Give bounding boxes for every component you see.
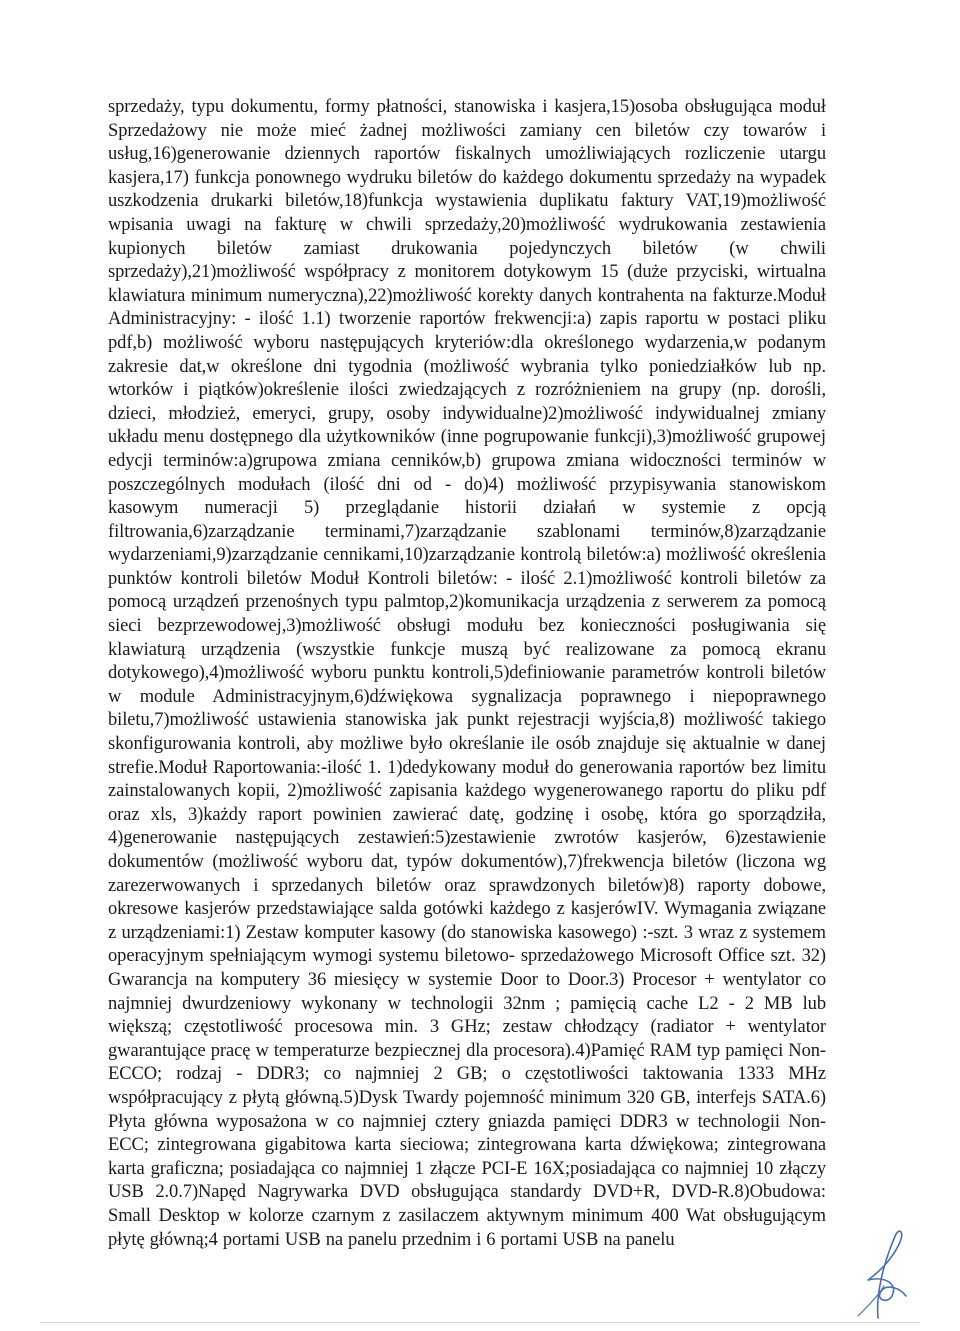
handwritten-signature [838,1226,910,1324]
body-paragraph: sprzedaży, typu dokumentu, formy płatności, stanowiska i kasjera,15)osoba obsługująca moduł Sprzedażowy nie może mieć żadnej możliwości zamiany cen biletów czy towarów i usług,16)generowanie dziennych raportów fiskalnych umożliwiających rozliczenie utargu kasjera,17) funkcja ponownego wydruku biletów do każdego dokumentu sprzedaży na wypadek uszkodzenia drukarki biletów,18)funkcja wystawienia duplikatu faktury VAT,19)możliwość wpisania uwagi na fakturę w chwili sprzedaży,20)możliwość wydrukowania zestawienia kupionych biletów zamiast drukowania pojedynczych biletów (w chwili sprzedaży),21)możliwość współpracy z monitorem dotykowym 15 (duże przyciski, wirtualna klawiatura minimum numeryczna),22)możliwość korekty danych kontrahenta na fakturze.Moduł Administracyjny: - ilość 1.1) tworzenie raportów frekwencji:a) zapis raportu w postaci pliku pdf,b) możliwość wyboru następujących kryteriów:dla określonego wydarzenia,w podanym zakresie dat,w określone dni tygodnia (możliwość wybrania tylko poniedziałków lub np. wtorków i piątków)określenie ilości zwiedzających z rozróżnieniem na grupy (np. dorośli, dzieci, młodzież, emeryci, grupy, osoby indywidualne)2)możliwość indywidualnej zmiany układu menu dostępnego dla użytkowników (inne pogrupowanie funkcji),3)możliwość grupowej edycji terminów:a)grupowa zmiana cenników,b) grupowa zmiana widoczności terminów w poszczególnych modułach (ilość dni od - do)4) możliwość przypisywania stanowiskom kasowym numeracji 5) przeglądanie historii działań w systemie z opcją filtrowania,6)zarządzanie terminami,7)zarządzanie szablonami terminów,8)zarządzanie wydarzeniami,9)zarządzanie cennikami,10)zarządzanie kontrolą biletów:a) możliwość określenia punktów kontroli biletów Moduł Kontroli biletów: - ilość 2.1)możliwość kontroli biletów za pomocą urządzeń przenośnych typu palmtop,2)komunikacja urządzenia z serwerem za pomocą sieci bezprzewodowej,3)możliwość obsługi modułu bez konieczności posługiwania się klawiaturą urządzenia (wszystkie funkcje muszą być realizowane za pomocą ekranu dotykowego),4)możliwość wyboru punktu kontroli,5)definiowanie parametrów kontroli biletów w module Administracyjnym,6)dźwiękowa sygnalizacja poprawnego i niepoprawnego biletu,7)możliwość ustawienia stanowiska jak punkt rejestracji wyjścia,8) możliwość takiego skonfigurowania kontroli, aby możliwe było określanie ile osób znajduje się aktualnie w danej strefie.Moduł Raportowania:-ilość 1. 1)dedykowany moduł do generowania raportów bez limitu zainstalowanych kopii, 2)możliwość zapisania każdego wygenerowanego raportu do pliku pdf oraz xls, 3)każdy raport powinien zawierać datę, godzinę i osobę, która go sporządziła, 4)generowanie następujących zestawień:5)zestawienie zwrotów kasjerów, 6)zestawienie dokumentów (możliwość wyboru dat, typów dokumentów),7)frekwencja biletów (liczona wg zarezerwowanych i sprzedanych biletów oraz sprawdzonych biletów)8) raporty dobowe, okresowe kasjerów przedstawiające salda gotówki każdego z kasjerówIV. Wymagania związane z urządzeniami:1) Zestaw komputer kasowy (do stanowiska kasowego) :-szt. 3 wraz z systemem operacyjnym spełniającym wymogi systemu biletowo- sprzedażowego Microsoft Office szt. 32) Gwarancja na komputery 36 miesięcy w systemie Door to Door.3) Procesor + wentylator co najmniej dwurdzeniowy wykonany w technologii 32nm ; pamięcią cache L2 - 2 MB lub większą; częstotliwość procesowa min. 3 GHz; zestaw chłodzący (radiator + wentylator gwarantujące pracę w temperaturze bezpiecznej dla procesora).4)Pamięć RAM typ pamięci Non-ECCO; rodzaj - DDR3; co najmniej 2 GB; o częstotliwości taktowania 1333 MHz współpracujący z płytą główną.5)Dysk Twardy pojemność minimum 320 GB, interfejs SATA.6) Płyta główna wyposażona w co najmniej cztery gniazda pamięci DDR3 w technologii Non-ECC; zintegrowana gigabitowa karta sieciowa; zintegrowana karta dźwiękowa; zintegrowana karta graficzna; posiadająca co najmniej 1 złącze PCI-E 16X;posiadająca co najmniej 10 złączy USB 2.0.7)Napęd Nagrywarka DVD obsługująca standardy DVD+R, DVD-R.8)Obudowa: Small Desktop w kolorze czarnym z zasilaczem aktywnym minimum 400 Wat obsługującym płytę główną;4 portami USB na panelu przednim i 6 portami USB na panelu [108,97,826,1250]
signature-stroke [868,1231,906,1318]
signature-stroke-2 [858,1286,884,1316]
scan-edge-line [40,1322,920,1323]
